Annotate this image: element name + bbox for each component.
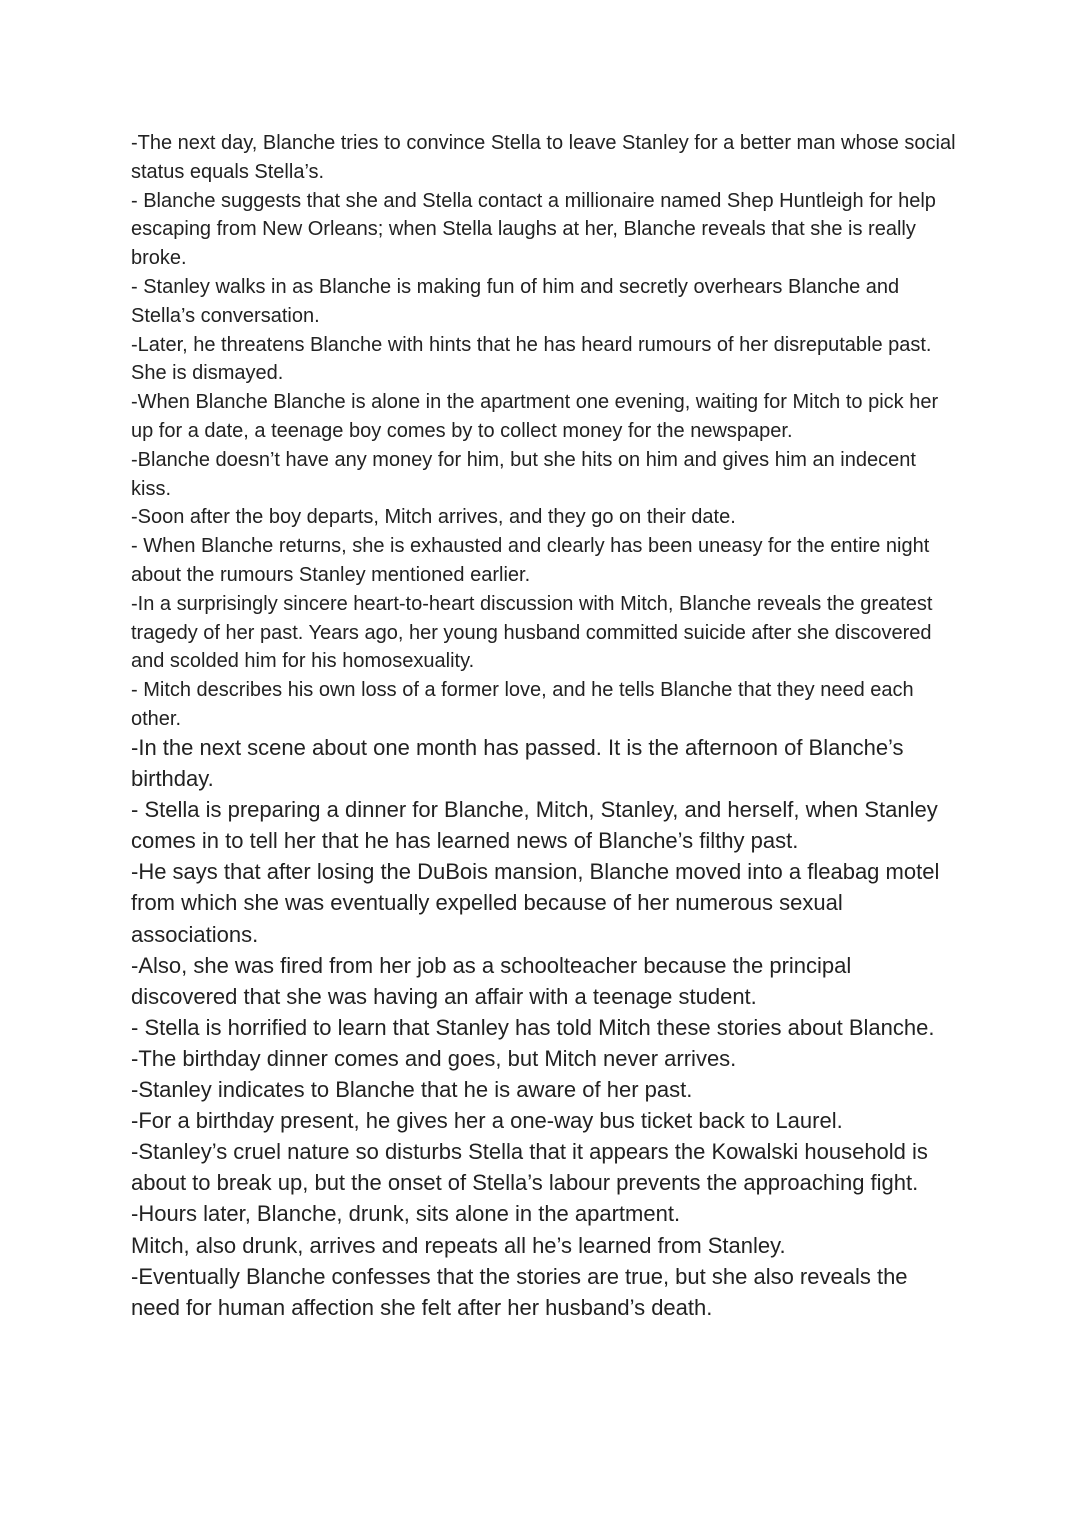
- note-line: -Later, he threatens Blanche with hints that he has heard rumours of her disreputable past. She is dismayed.: [131, 333, 932, 385]
- note-line: -In the next scene about one month has passed. It is the afternoon of Blanche’s birthday.: [131, 735, 904, 792]
- note-line: - When Blanche returns, she is exhausted and clearly has been uneasy for the entire night about the rumours Stanley mentioned earlier.: [131, 535, 930, 586]
- note-line: Mitch, also drunk, arrives and repeats all he’s learned from Stanley.: [131, 1232, 786, 1258]
- note-line: -Soon after the boy departs, Mitch arrives, and they go on their date.: [131, 506, 736, 529]
- note-line: - Blanche suggests that she and Stella contact a millionaire named Shep Huntleigh for help escaping from New Orleans; when Stella laughs at her, Blanche reveals that she is really broke.: [131, 189, 936, 270]
- note-line: -The birthday dinner comes and goes, but Mitch never arrives.: [131, 1045, 737, 1071]
- note-line: - Stanley walks in as Blanche is making fun of him and secretly overhears Blanche and Stella’s conversation.: [131, 275, 900, 327]
- note-line: -For a birthday present, he gives her a one-way bus ticket back to Laurel.: [131, 1108, 843, 1134]
- note-line: -Stanley’s cruel nature so disturbs Stella that it appears the Kowalski household is about to break up, but the onset of Stella’s labour prevents the approaching fight.: [131, 1139, 928, 1196]
- note-line: -The next day, Blanche tries to convince Stella to leave Stanley for a better man whose social status equals Stella’s.: [131, 132, 956, 183]
- note-line: -Blanche doesn’t have any money for him, but she hits on him and gives him an indecent kiss.: [131, 448, 916, 500]
- notes-section-second: [131, 732, 961, 1323]
- note-line: - Stella is horrified to learn that Stanley has told Mitch these stories about Blanche.: [131, 1014, 935, 1040]
- notes-section-first: [131, 129, 961, 734]
- note-line: -Stanley indicates to Blanche that he is aware of her past.: [131, 1077, 693, 1103]
- note-line: -Hours later, Blanche, drunk, sits alone in the apartment.: [131, 1201, 681, 1227]
- note-line: -In a surprisingly sincere heart-to-heart discussion with Mitch, Blanche reveals the greatest tragedy of her past. Years ago, her young husband committed suicide after she discovered and scolded him for his homosexuality.: [131, 592, 933, 673]
- note-line: - Mitch describes his own loss of a former love, and he tells Blanche that they need each other.: [131, 679, 914, 730]
- note-line: -When Blanche Blanche is alone in the apartment one evening, waiting for Mitch to pick her up for a date, a teenage boy comes by to collect money for the newspaper.: [131, 391, 939, 442]
- note-line: - Stella is preparing a dinner for Blanche, Mitch, Stanley, and herself, when Stanley comes in to tell her that he has learned news of Blanche’s filthy past.: [131, 797, 938, 854]
- note-line: -He says that after losing the DuBois mansion, Blanche moved into a fleabag motel from which she was eventually expelled because of her numerous sexual associations.: [131, 859, 940, 947]
- note-line: -Also, she was fired from her job as a schoolteacher because the principal discovered that she was having an affair with a teenage student.: [131, 952, 852, 1009]
- note-line: -Eventually Blanche confesses that the stories are true, but she also reveals the need for human affection she felt after her husband’s death.: [131, 1263, 908, 1320]
